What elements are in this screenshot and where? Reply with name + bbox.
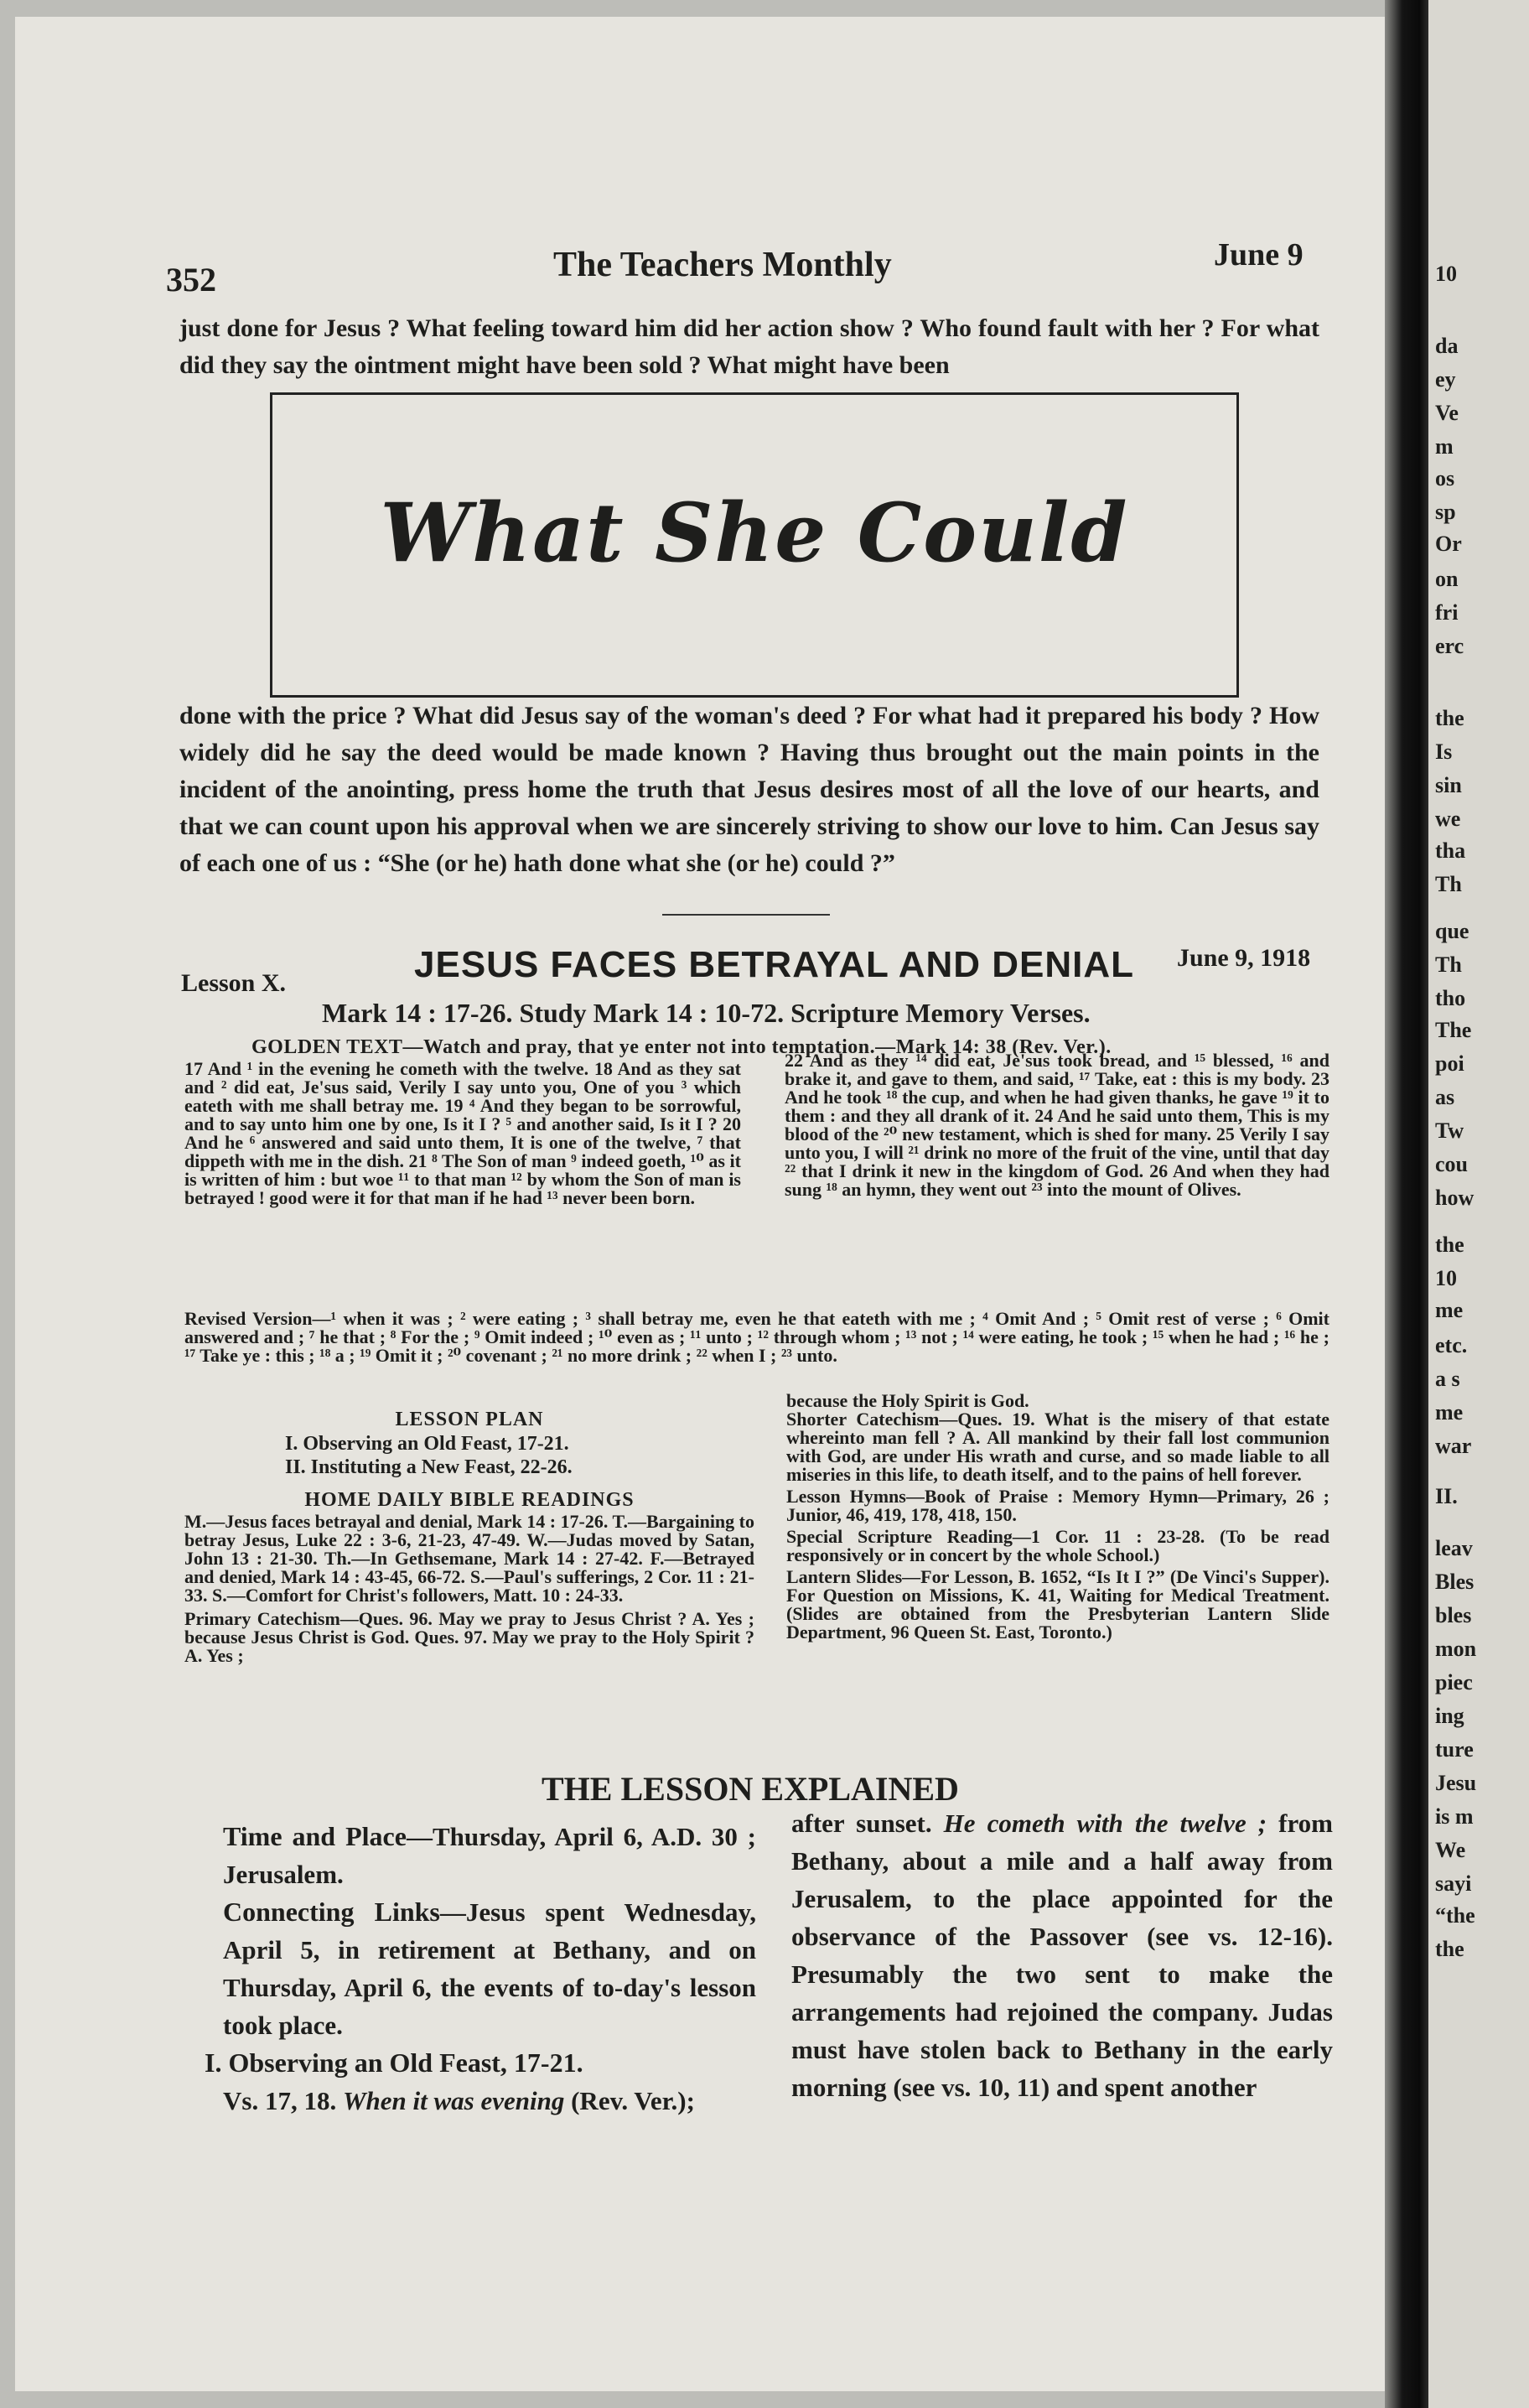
facing-page-fragment: bles bbox=[1435, 1603, 1472, 1627]
verse-ref: Vs. 17, 18. bbox=[223, 2086, 337, 2115]
facing-page-fragment: as bbox=[1435, 1085, 1455, 1109]
scripture-verses-right: 22 And as they ¹⁴ did eat, Je'sus took bread, and ¹⁵ blessed, ¹⁶ and brake it, and gave to them, and said, ¹⁷ Take, eat : this is my body. 23 And he took ¹⁸ the cup, and when he had given thanks, he gave ¹⁹ it to them : and they all drank of it. 24 And he said unto them, This is my blood of the ²⁰ new testament, which is shed for many. 25 Verily I say unto you, I will ²¹ drink no more of the fruit of the vine, until that day ²² that I drink it new in the kingdom of God. 26 And when they had sung ¹⁸ an hymn, they went out ²³ into the mount of Olives. bbox=[785, 1050, 1329, 1200]
divider-rule bbox=[662, 914, 830, 916]
facing-page-fragment: poi bbox=[1435, 1051, 1464, 1076]
facing-page-fragment: Or bbox=[1435, 532, 1462, 556]
facing-page-fragment: war bbox=[1435, 1434, 1472, 1458]
section-heading: THE LESSON EXPLAINED bbox=[542, 1770, 959, 1808]
time-place-label: Time and Place bbox=[223, 1821, 407, 1851]
catechism-continuation: because the Holy Spirit is God. bbox=[786, 1390, 1029, 1411]
lesson-title: JESUS FACES BETRAYAL AND DENIAL bbox=[414, 944, 1135, 985]
verse-rest: (Rev. Ver.); bbox=[571, 2086, 695, 2115]
box-title: What She Could bbox=[380, 485, 1129, 580]
daily-readings: M.—Jesus faces betrayal and denial, Mark 14 : 17-26. T.—Bargaining to betray Jesus, Luke 22 : 3-6, 21-23, 47-49. W.—Judas moved by Satan, John 13 : 21-30. Th.—In Gethsemane, Mark 14 : 27-42. F.—Betrayed and denied, Mark 14 : 43-45, 66-72. S.—Paul's sufferings, 2 Cor. 11 : 21-33. S.—Comfort for Christ's followers, Matt. 10 : 24-33. bbox=[184, 1511, 754, 1606]
facing-page-fragment: os bbox=[1435, 466, 1455, 490]
facing-page-fragment: Ve bbox=[1435, 401, 1459, 425]
facing-page-fragment: 10 bbox=[1435, 1266, 1457, 1290]
facing-page-fragment: Jesu bbox=[1435, 1771, 1477, 1795]
facing-page-fragment: ture bbox=[1435, 1737, 1474, 1762]
facing-page-fragment: Bles bbox=[1435, 1570, 1475, 1594]
facing-page-fragment: tha bbox=[1435, 838, 1466, 863]
explained-right-text-2: from Bethany, about a mile and a half away from Jerusalem, to the place appointed for the observance of the Passover (see vs. 12-16). Presumably the two sent to make the arrangements had rejoined the company. Judas must have stolen back to Bethany in the early morning (see vs. 10, 11) and spent another bbox=[791, 1809, 1334, 2102]
page-number: 352 bbox=[166, 261, 216, 298]
facing-page-fragment: Tw bbox=[1435, 1118, 1464, 1143]
facing-page-fragment: The bbox=[1435, 1018, 1472, 1042]
lesson-plan-heading: LESSON PLAN bbox=[395, 1409, 544, 1430]
section-one-heading: I. Observing an Old Feast, 17-21. bbox=[205, 2047, 583, 2078]
facing-page-fragment: fri bbox=[1435, 600, 1459, 625]
lesson-plan-item: II. Instituting a New Feast, 22-26. bbox=[285, 1456, 573, 1478]
primary-catechism: Primary Catechism—Ques. 96. May we pray to Jesus Christ ? A. Yes ; because Jesus Christ is God. Ques. 97. May we pray to the Holy Spirit ? A. Yes ; bbox=[184, 1608, 754, 1666]
facing-page-fragment: piec bbox=[1435, 1670, 1473, 1694]
lesson-plan-item: I. Observing an Old Feast, 17-21. bbox=[285, 1433, 569, 1455]
time-place-text: —Thursday, April 6, A.D. 30 ; Jerusalem. bbox=[223, 1822, 756, 1889]
golden-text: GOLDEN TEXT—Watch and pray, that ye enter not into temptation.—Mark 14: 38 (Rev. Ver.). bbox=[251, 1036, 1112, 1058]
facing-page-fragment: the bbox=[1435, 1233, 1464, 1257]
verse-italic: When it was evening bbox=[342, 2086, 565, 2115]
facing-page-fragment: me bbox=[1435, 1298, 1464, 1322]
facing-page-fragment: II. bbox=[1435, 1484, 1458, 1508]
facing-page-fragment: da bbox=[1435, 334, 1459, 358]
facing-page-fragment: a s bbox=[1435, 1367, 1460, 1391]
intro-paragraph-top: just done for Jesus ? What feeling toward him did her action show ? Who found fault with her ? For what did they say the ointment might have been sold ? What might have been bbox=[179, 314, 1319, 379]
facing-page-fragment: 10 bbox=[1435, 262, 1457, 286]
explained-right-italic: He cometh with the twelve ; bbox=[943, 1809, 1267, 1838]
lesson-number: Lesson X. bbox=[181, 969, 287, 997]
facing-page-fragment: ing bbox=[1435, 1704, 1464, 1728]
facing-page-fragment: “the bbox=[1435, 1903, 1475, 1928]
scripture-verses-left: 17 And ¹ in the evening he cometh with the twelve. 18 And as they sat and ² did eat, Je'sus said, Verily I say unto you, One of you ³ which eateth with me shall betray me. 19 ⁴ And they began to be sorrowful, and to say unto him one by one, Is it I ? ⁵ and another said, Is it I ? 20 And he ⁶ answered and said unto them, It is one of the twelve, ⁷ that dippeth with me in the dish. 21 ⁸ The Son of man ⁹ indeed goeth, ¹⁰ as it is written of him : but woe ¹¹ to that man ¹² by whom the Son of man is betrayed ! good were it for that man if he had ¹³ never been born. bbox=[184, 1058, 741, 1208]
revised-version-notes: Revised Version—¹ when it was ; ² were eating ; ³ shall betray me, even he that eateth with me ; ⁴ Omit And ; ⁵ Omit rest of verse ; ⁶ Omit answered and ; ⁷ he that ; ⁸ For the ; ⁹ Omit indeed ; ¹⁰ even as ; ¹¹ unto ; ¹² through whom ; ¹³ not ; ¹⁴ were eating, he took ; ¹⁵ when he had ; ¹⁶ he ; ¹⁷ Take ye : this ; ¹⁸ a ; ¹⁹ Omit it ; ²⁰ covenant ; ²¹ no more drink ; ²² when I ; ²³ unto. bbox=[184, 1308, 1329, 1366]
facing-page-fragment: sp bbox=[1435, 500, 1456, 524]
facing-page-fragment: sayi bbox=[1435, 1871, 1472, 1896]
facing-page-fragment: tho bbox=[1435, 986, 1466, 1010]
facing-page-fragment: etc. bbox=[1435, 1333, 1468, 1357]
explained-right-text-1: after sunset. bbox=[791, 1809, 932, 1838]
facing-page-fragment: the bbox=[1435, 1937, 1464, 1961]
facing-page-fragment: Is bbox=[1435, 740, 1453, 764]
facing-page-fragment: sin bbox=[1435, 773, 1462, 797]
lesson-plan-column bbox=[184, 1404, 754, 1665]
facing-page-fragment: Th bbox=[1435, 952, 1462, 977]
facing-page-fragment: how bbox=[1435, 1186, 1475, 1210]
facing-page-edge bbox=[1428, 0, 1529, 2408]
special-scripture-reading: Special Scripture Reading—1 Cor. 11 : 23-28. (To be read responsively or in concert by the whole School.) bbox=[786, 1526, 1329, 1565]
running-date: June 9 bbox=[1214, 237, 1304, 272]
lesson-date: June 9, 1918 bbox=[1177, 944, 1311, 972]
connecting-links-text: —Jesus spent Wednesday, April 5, in retirement at Bethany, and on Thursday, April 6, the events of to-day's lesson took place. bbox=[223, 1897, 756, 2040]
facing-page-fragment: mon bbox=[1435, 1637, 1477, 1661]
book-gutter bbox=[1385, 0, 1428, 2408]
connecting-links-label: Connecting Links bbox=[223, 1897, 440, 1927]
explained-left-column bbox=[205, 1818, 756, 2120]
facing-page-fragment: We bbox=[1435, 1838, 1466, 1862]
facing-page-fragment: me bbox=[1435, 1400, 1464, 1425]
facing-page-fragment: we bbox=[1435, 807, 1461, 831]
facing-page-fragment: m bbox=[1435, 434, 1454, 459]
facing-page-fragment: cou bbox=[1435, 1152, 1468, 1176]
shorter-catechism: Shorter Catechism—Ques. 19. What is the misery of that estate whereinto man fell ? A. All mankind by their fall lost communion with God, are under His wrath and curse, and so made liable to all miseries in this life, to death itself, and to the pains of hell forever. bbox=[786, 1409, 1329, 1485]
facing-page-fragment: Th bbox=[1435, 872, 1462, 896]
lesson-hymns: Lesson Hymns—Book of Praise : Memory Hymn—Primary, 26 ; Junior, 46, 419, 178, 418, 150. bbox=[786, 1486, 1329, 1525]
readings-heading: HOME DAILY BIBLE READINGS bbox=[304, 1489, 635, 1511]
facing-page-fragment: ey bbox=[1435, 367, 1456, 392]
facing-page-fragment: the bbox=[1435, 706, 1464, 730]
catechism-column bbox=[786, 1392, 1329, 1642]
running-title: The Teachers Monthly bbox=[553, 246, 892, 284]
intro-paragraph-bottom: done with the price ? What did Jesus say of the woman's deed ? For what had it prepared his body ? How widely did he say the deed would be made known ? Having thus brought out the main points in the incident of the anointing, press home the truth that Jesus desires most of all the love of our hearts, and that we can count upon his approval when we are sincerely striving to show our love to him. Can Jesus say of each one of us : “She (or he) hath done what she (or he) could ?” bbox=[179, 702, 1319, 877]
facing-page-fragment: que bbox=[1435, 919, 1469, 943]
facing-page-fragment: leav bbox=[1435, 1536, 1473, 1560]
study-reference: Mark 14 : 17-26. Study Mark 14 : 10-72. Scripture Memory Verses. bbox=[322, 998, 1091, 1028]
title-box bbox=[270, 392, 1239, 698]
explained-right-column bbox=[791, 1804, 1333, 2106]
lantern-slides: Lantern Slides—For Lesson, B. 1652, “Is It I ?” (De Vinci's Supper). For Question on Missions, K. 41, Waiting for Medical Treatment. (Slides are obtained from the Presbyterian Lantern Slide Department, 96 Queen St. East, Toronto.) bbox=[786, 1566, 1329, 1643]
facing-page-fragment: is m bbox=[1435, 1804, 1474, 1829]
facing-page-fragment: erc bbox=[1435, 634, 1464, 658]
facing-page-fragment: on bbox=[1435, 567, 1459, 591]
